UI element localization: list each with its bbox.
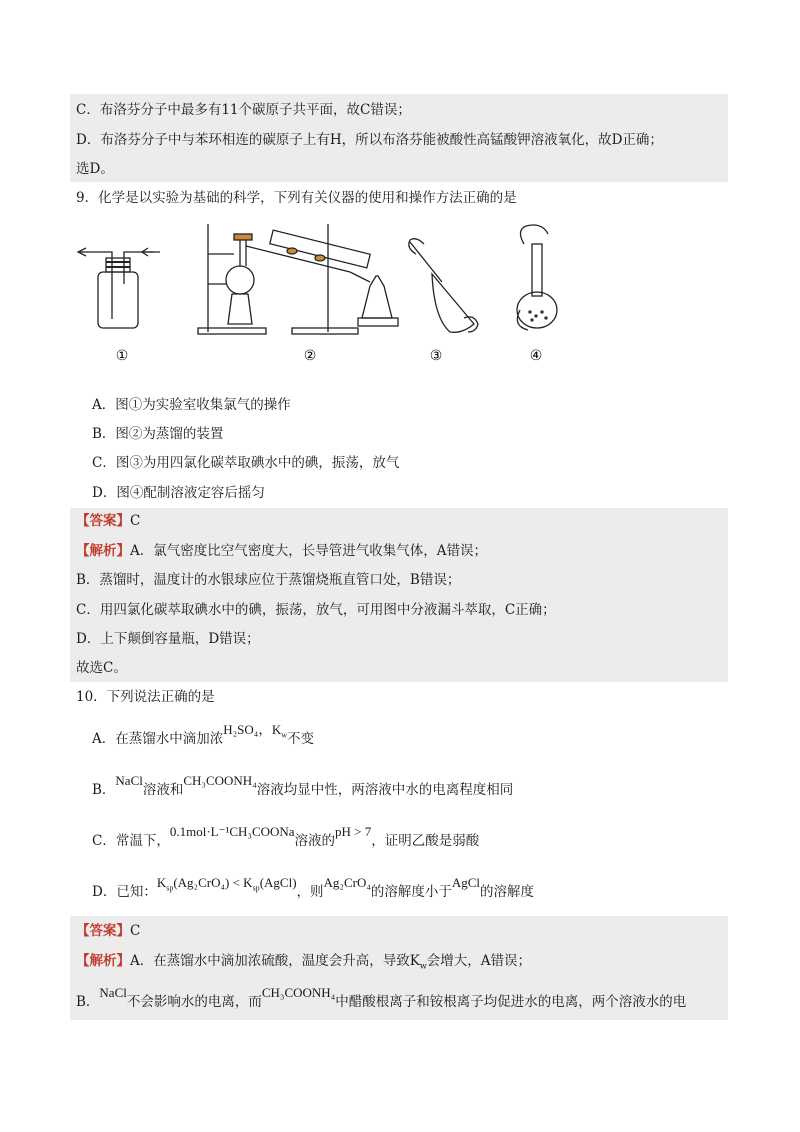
q10-option-a (92, 722, 314, 754)
q9-analysis-a (76, 542, 487, 560)
text: 溶液的 (294, 833, 336, 849)
text: 溶液和 (142, 782, 184, 798)
distillation-drawing (198, 224, 398, 334)
figure-label-3: ③ (429, 348, 443, 364)
formula-ksp (156, 875, 297, 893)
figure-label-2: ② (303, 348, 317, 364)
ksp-end: (AgCl) (259, 875, 297, 890)
separatory-funnel-drawing (409, 239, 478, 333)
q9-option-a: A．图①为实验室收集氯气的操作 (92, 397, 291, 413)
text: B． (76, 994, 100, 1010)
formula-ag2cro4: Ag₂CrO₄ (323, 875, 371, 890)
kw-sub: w (281, 730, 287, 740)
q10-answer (76, 922, 140, 940)
q9-answer-shade (70, 508, 728, 682)
text: 不会影响水的电离，而 (126, 994, 262, 1010)
ksp-mid: (Ag₂CrO₄) < K (173, 875, 253, 890)
q10-option-b (92, 773, 514, 799)
prev-option-c-analysis: C．布洛芬分子中最多有11个碳原子共平面，故C错误； (76, 102, 411, 118)
ksp-sub: sp (166, 883, 174, 893)
answer-tag: 【答案】 (76, 923, 130, 939)
answer-tag: 【答案】 (76, 513, 130, 529)
formula-ch3coonh4: CH₃COONH₄ (261, 985, 336, 1000)
formula-ch3coona: 0.1mol·L⁻¹CH₃COONa (169, 824, 295, 839)
q9-analysis-d: D．上下颠倒容量瓶，D错误； (76, 631, 260, 647)
kw-k: K (271, 722, 282, 737)
text: 的溶解度 (480, 884, 535, 900)
q10-option-d (92, 875, 535, 907)
analysis-tag: 【解析】 (76, 953, 130, 969)
q9-analysis-b: B．蒸馏时，温度计的水银球应位于蒸馏烧瓶直管口处，B错误； (76, 572, 461, 588)
formula-ch3coonh4: CH₃COONH₄ (183, 773, 257, 788)
figure-label-1: ① (115, 348, 129, 364)
text: A．在蒸馏水中滴加浓 (92, 731, 224, 747)
sep: ， (258, 722, 272, 738)
text: ，证明乙酸是弱酸 (371, 833, 480, 849)
text: 的溶解度小于 (370, 884, 452, 900)
text: 中醋酸根离子和铵根离子均促进水的电离，两个溶液水的电 (335, 994, 687, 1010)
text: B． (92, 782, 116, 798)
volumetric-flask-drawing (517, 225, 557, 330)
formula-nacl: NaCl (99, 985, 127, 1000)
q9-option-b: B．图②为蒸馏的装置 (92, 426, 224, 442)
text: D．已知： (92, 884, 157, 900)
formula-agcl: AgCl (451, 875, 481, 890)
answer-value: C (130, 923, 141, 939)
text: C．常温下， (92, 833, 170, 849)
formula-h2so4: H₂SO₄ (223, 722, 259, 737)
q9-stem: 9．化学是以实验为基础的科学，下列有关仪器的使用和操作方法正确的是 (76, 190, 517, 206)
text: 溶液均显中性，两溶液中水的电离程度相同 (256, 782, 514, 798)
q9-apparatus-figure (70, 214, 630, 364)
q10-analysis-b (76, 985, 687, 1011)
ksp-k: K (156, 875, 167, 890)
text: 会增大，A错误； (426, 953, 531, 969)
q10-analysis-a (76, 952, 531, 976)
prev-option-d-analysis: D．布洛芬分子中与苯环相连的碳原子上有H，所以布洛芬能被酸性高锰酸钾溶液氧化，故D正确； (76, 132, 663, 148)
q9-option-c: C．图③为用四氯化碳萃取碘水中的碘，振荡，放气 (92, 455, 400, 471)
q9-analysis-c: C．用四氯化碳萃取碘水中的碘，振荡，放气，可用图中分液漏斗萃取，C正确； (76, 602, 556, 618)
formula-ph: pH > 7 (335, 824, 372, 839)
formula-nacl: NaCl (115, 773, 143, 788)
q9-option-d: D．图④配制溶液定容后摇匀 (92, 485, 265, 501)
q10-stem: 10．下列说法正确的是 (76, 689, 215, 705)
text: A．在蒸馏水中滴加浓硫酸，温度会升高，导致K (130, 953, 420, 969)
answer-value: C (130, 513, 141, 529)
q9-answer (76, 512, 140, 530)
kw-sub: w (419, 961, 427, 971)
analysis-tag: 【解析】 (76, 543, 130, 559)
figure-label-4: ④ (529, 348, 543, 364)
text: 不变 (287, 731, 314, 747)
q9-selection: 故选C。 (76, 660, 127, 676)
prev-selection: 选D。 (76, 161, 114, 177)
formula-kw (271, 722, 287, 740)
ksp-sub2: sp (252, 883, 260, 893)
gas-bottle-drawing (78, 248, 160, 328)
analysis-text: A．氯气密度比空气密度大，长导管进气收集气体，A错误； (130, 543, 487, 559)
text: ，则 (296, 884, 324, 900)
q10-option-c (92, 824, 480, 850)
